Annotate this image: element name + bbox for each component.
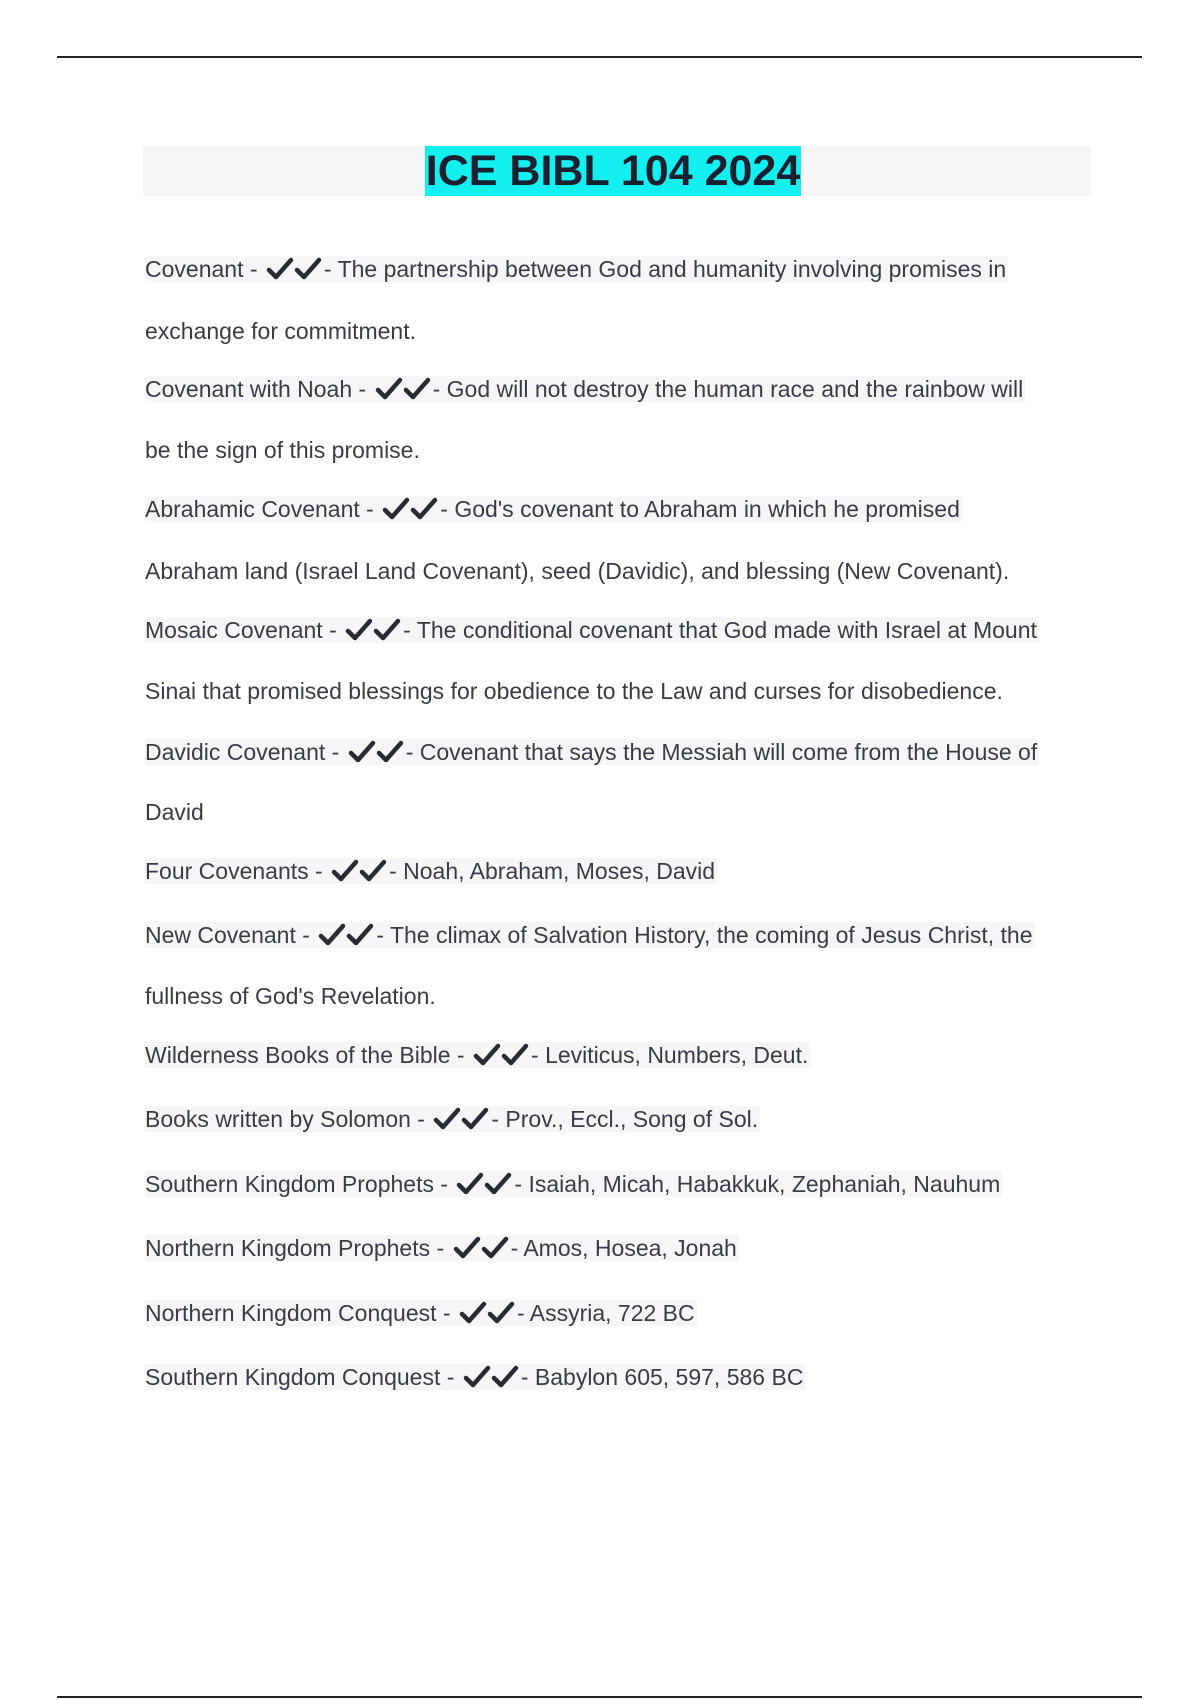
definition: Assyria, 722 BC — [529, 1300, 695, 1326]
list-item: Covenant with Noah - - God will not destroy the human race and the rainbow will — [145, 376, 1024, 402]
definition-continued: David — [145, 799, 204, 825]
check-mark-icon — [375, 377, 403, 401]
list-item: Covenant - - The partnership between God and humanity involving promises in — [145, 256, 1007, 282]
term: Covenant — [145, 256, 244, 282]
check-mark-icon — [266, 257, 294, 281]
check-mark-icon — [376, 740, 404, 764]
title-wrap — [143, 146, 1091, 196]
term: Southern Kingdom Prophets — [145, 1171, 434, 1197]
list-item: Davidic Covenant - - Covenant that says the Messiah will come from the House of — [145, 739, 1038, 765]
term: Wilderness Books of the Bible — [145, 1042, 451, 1068]
check-mark-icon — [403, 377, 431, 401]
definition: Covenant that says the Messiah will come from the House of — [419, 739, 1038, 765]
check-mark-icon — [331, 859, 359, 883]
definition: Amos, Hosea, Jonah — [523, 1235, 737, 1261]
check-mark-icon — [487, 1301, 515, 1325]
check-mark-icon — [348, 740, 376, 764]
list-item: New Covenant - - The climax of Salvation History, the coming of Jesus Christ, the — [145, 922, 1033, 948]
definition: Isaiah, Micah, Habakkuk, Zephaniah, Nauhum — [528, 1171, 1001, 1197]
term: Covenant with Noah — [145, 376, 353, 402]
term: Northern Kingdom Conquest — [145, 1300, 437, 1326]
list-item: Four Covenants - - Noah, Abraham, Moses, David — [145, 858, 716, 884]
term: Four Covenants — [145, 858, 309, 884]
page-title: ICE BIBL 104 2024 — [425, 147, 801, 195]
term: Southern Kingdom Conquest — [145, 1364, 441, 1390]
check-mark-icon — [481, 1236, 509, 1260]
definition-continued: be the sign of this promise. — [145, 437, 420, 463]
top-rule — [57, 56, 1142, 58]
term: Mosaic Covenant — [145, 617, 323, 643]
check-mark-icon — [461, 1107, 489, 1131]
definition-continued: Sinai that promised blessings for obedience to the Law and curses for disobedience. — [145, 678, 1003, 704]
definition: The conditional covenant that God made with Israel at Mount — [416, 617, 1037, 643]
check-mark-icon — [410, 497, 438, 521]
definition: The climax of Salvation History, the coming of Jesus Christ, the — [389, 922, 1033, 948]
check-mark-icon — [491, 1365, 519, 1389]
definition: God will not destroy the human race and the rainbow will — [446, 376, 1024, 402]
bottom-rule — [57, 1696, 1142, 1698]
check-mark-icon — [456, 1172, 484, 1196]
check-mark-icon — [453, 1236, 481, 1260]
list-item: Southern Kingdom Prophets - - Isaiah, Micah, Habakkuk, Zephaniah, Nauhum — [145, 1171, 1001, 1197]
definition: Noah, Abraham, Moses, David — [403, 858, 716, 884]
check-mark-icon — [359, 859, 387, 883]
definition-continued: fullness of God's Revelation. — [145, 983, 436, 1009]
list-item: Northern Kingdom Prophets - - Amos, Hosea, Jonah — [145, 1235, 737, 1261]
definition: God's covenant to Abraham in which he promised — [454, 496, 960, 522]
definition: Prov., Eccl., Song of Sol. — [505, 1106, 759, 1132]
definition-continued: exchange for commitment. — [145, 318, 417, 344]
list-item: Northern Kingdom Conquest - - Assyria, 722 BC — [145, 1300, 695, 1326]
check-mark-icon — [473, 1043, 501, 1067]
term: Abrahamic Covenant — [145, 496, 360, 522]
check-mark-icon — [294, 257, 322, 281]
definition: Leviticus, Numbers, Deut. — [545, 1042, 809, 1068]
list-item: Wilderness Books of the Bible - - Leviticus, Numbers, Deut. — [145, 1042, 809, 1068]
term: Davidic Covenant — [145, 739, 326, 765]
check-mark-icon — [484, 1172, 512, 1196]
check-mark-icon — [463, 1365, 491, 1389]
term: Northern Kingdom Prophets — [145, 1235, 431, 1261]
check-mark-icon — [501, 1043, 529, 1067]
definition: Babylon 605, 597, 586 BC — [534, 1364, 804, 1390]
check-mark-icon — [318, 923, 346, 947]
term: New Covenant — [145, 922, 296, 948]
definition: The partnership between God and humanity involving promises in — [337, 256, 1007, 282]
check-mark-icon — [459, 1301, 487, 1325]
check-mark-icon — [382, 497, 410, 521]
check-mark-icon — [433, 1107, 461, 1131]
list-item: Abrahamic Covenant - - God's covenant to Abraham in which he promised — [145, 496, 960, 522]
list-item: Books written by Solomon - - Prov., Eccl., Song of Sol. — [145, 1106, 759, 1132]
check-mark-icon — [373, 618, 401, 642]
definition-continued: Abraham land (Israel Land Covenant), seed (Davidic), and blessing (New Covenant). — [145, 558, 1010, 584]
check-mark-icon — [345, 618, 373, 642]
list-item: Mosaic Covenant - - The conditional covenant that God made with Israel at Mount — [145, 617, 1037, 643]
term: Books written by Solomon — [145, 1106, 411, 1132]
check-mark-icon — [346, 923, 374, 947]
list-item: Southern Kingdom Conquest - - Babylon 605, 597, 586 BC — [145, 1364, 804, 1390]
